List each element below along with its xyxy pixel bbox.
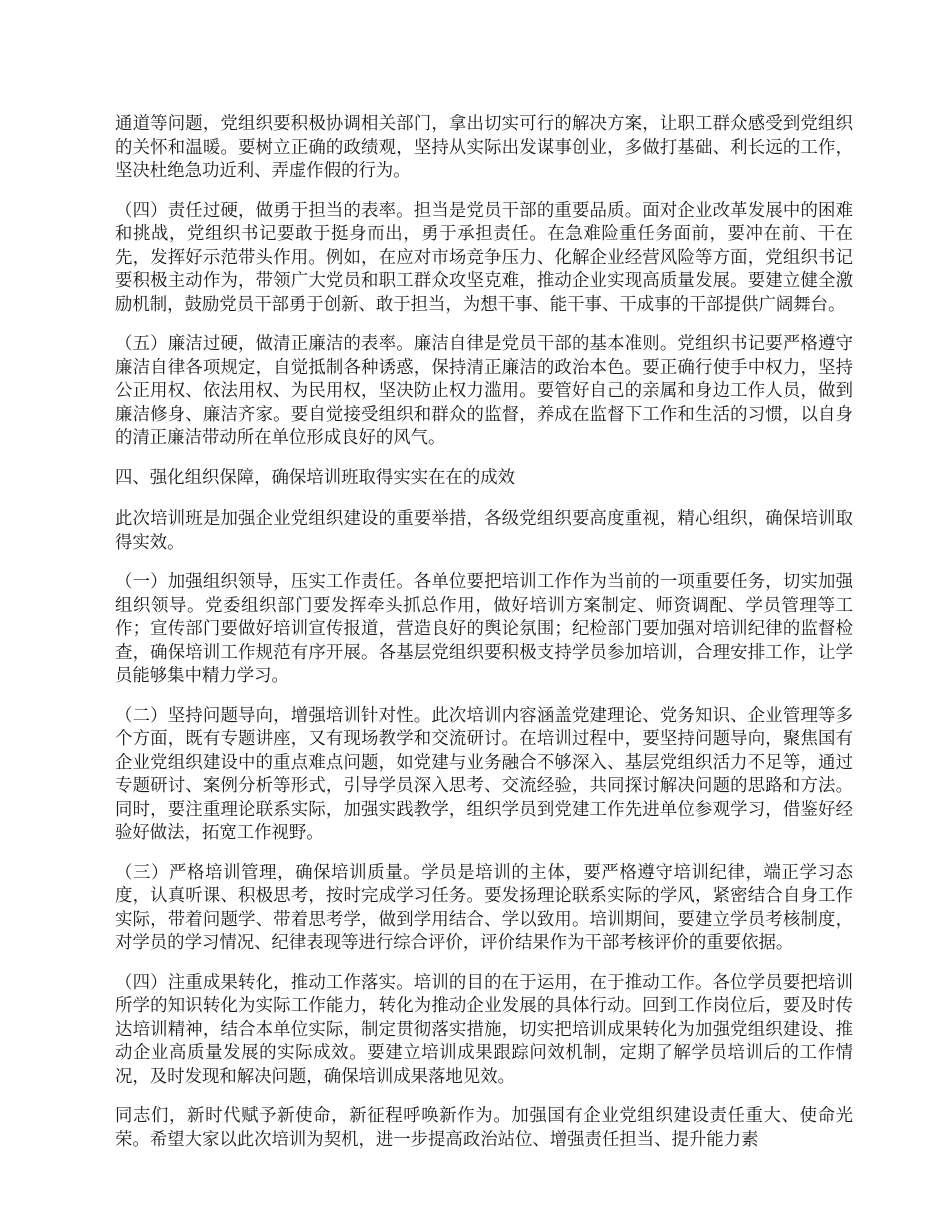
body-paragraph: （四）注重成果转化，推动工作落实。培训的目的在于运用，在于推动工作。各位学员要把培训所学的知识转化为实际工作能力，转化为推动企业发展的具体行动。回到工作岗位后，要及时传达培训精神，结合本单位实际，制定贯彻落实措施，切实把培训成果转化为加强党组织建设、推动企业高质量发展的实际成效。要建立培训成果跟踪问效机制，定期了解学员培训后的工作情况，及时发现和解决问题，确保培训成果落地见效。 <box>115 972 853 1087</box>
body-paragraph: 此次培训班是加强企业党组织建设的重要举措，各级党组织要高度重视，精心组织，确保培训取得实效。 <box>115 509 853 553</box>
body-paragraph: （五）廉洁过硬，做清正廉洁的表率。廉洁自律是党员干部的基本准则。党组织书记要严格遵守廉洁自律各项规定，自觉抵制各种诱惑，保持清正廉洁的政治本色。要正确行使手中权力，坚持公正用权、依法用权、为民用权，坚决防止权力滥用。要管好自己的亲属和身边工作人员，做到廉洁修身、廉洁齐家。要自觉接受组织和群众的监督，养成在监督下工作和生活的习惯，以自身的清正廉洁带动所在单位形成良好的风气。 <box>115 334 853 448</box>
body-paragraph: （三）严格培训管理，确保培训质量。学员是培训的主体，要严格遵守培训纪律，端正学习态度，认真听课、积极思考，按时完成学习任务。要发扬理论联系实际的学风，紧密结合自身工作实际，带着问题学、带着思考学，做到学用结合、学以致用。培训期间，要建立学员考核制度，对学员的学习情况、纪律表现等进行综合评价，评价结果作为干部考核评价的重要依据。 <box>115 862 853 953</box>
body-paragraph: （二）坚持问题导向，增强培训针对性。此次培训内容涵盖党建理论、党务知识、企业管理等多个方面，既有专题讲座，又有现场教学和交流研讨。在培训过程中，要坚持问题导向，聚焦国有企业党组织建设中的重点难点问题，如党建与业务融合不够深入、基层党组织活力不足等，通过专题研讨、案例分析等形式，引导学员深入思考、交流经验，共同探讨解决问题的思路和方法。同时，要注重理论联系实际，加强实践教学，组织学员到党建工作先进单位参观学习，借鉴好经验好做法，拓宽工作视野。 <box>115 705 853 843</box>
body-paragraph: （四）责任过硬，做勇于担当的表率。担当是党员干部的重要品质。面对企业改革发展中的困难和挑战，党组织书记要敢于挺身而出，勇于承担责任。在急难险重任务面前，要冲在前、干在先，发挥好示范带头作用。例如，在应对市场竞争压力、化解企业经营风险等方面，党组织书记要积极主动作为，带领广大党员和职工群众攻坚克难，推动企业实现高质量发展。要建立健全激励机制，鼓励党员干部勇于创新、敢于担当，为想干事、能干事、干成事的干部提供广阔舞台。 <box>115 200 853 315</box>
body-paragraph: 通道等问题，党组织要积极协调相关部门，拿出切实可行的解决方案，让职工群众感受到党组织的关怀和温暖。要树立正确的政绩观，坚持从实际出发谋事创业，多做打基础、利长远的工作，坚决杜绝急功近利、弄虚作假的行为。 <box>115 114 853 181</box>
body-paragraph: 同志们，新时代赋予新使命，新征程呼唤新作为。加强国有企业党组织建设责任重大、使命光荣。希望大家以此次培训为契机，进一步提高政治站位、增强责任担当、提升能力素 <box>115 1106 853 1150</box>
document-page <box>115 113 853 1168</box>
section-heading: 四、强化组织保障，确保培训班取得实实在在的成效 <box>115 467 515 488</box>
body-paragraph: （一）加强组织领导，压实工作责任。各单位要把培训工作作为当前的一项重要任务，切实加强组织领导。党委组织部门要发挥牵头抓总作用，做好培训方案制定、师资调配、学员管理等工作；宣传部门要做好培训宣传报道，营造良好的舆论氛围；纪检部门要加强对培训纪律的监督检查，确保培训工作规范有序开展。各基层党组织要积极支持学员参加培训，合理安排工作，让学员能够集中精力学习。 <box>115 572 853 686</box>
